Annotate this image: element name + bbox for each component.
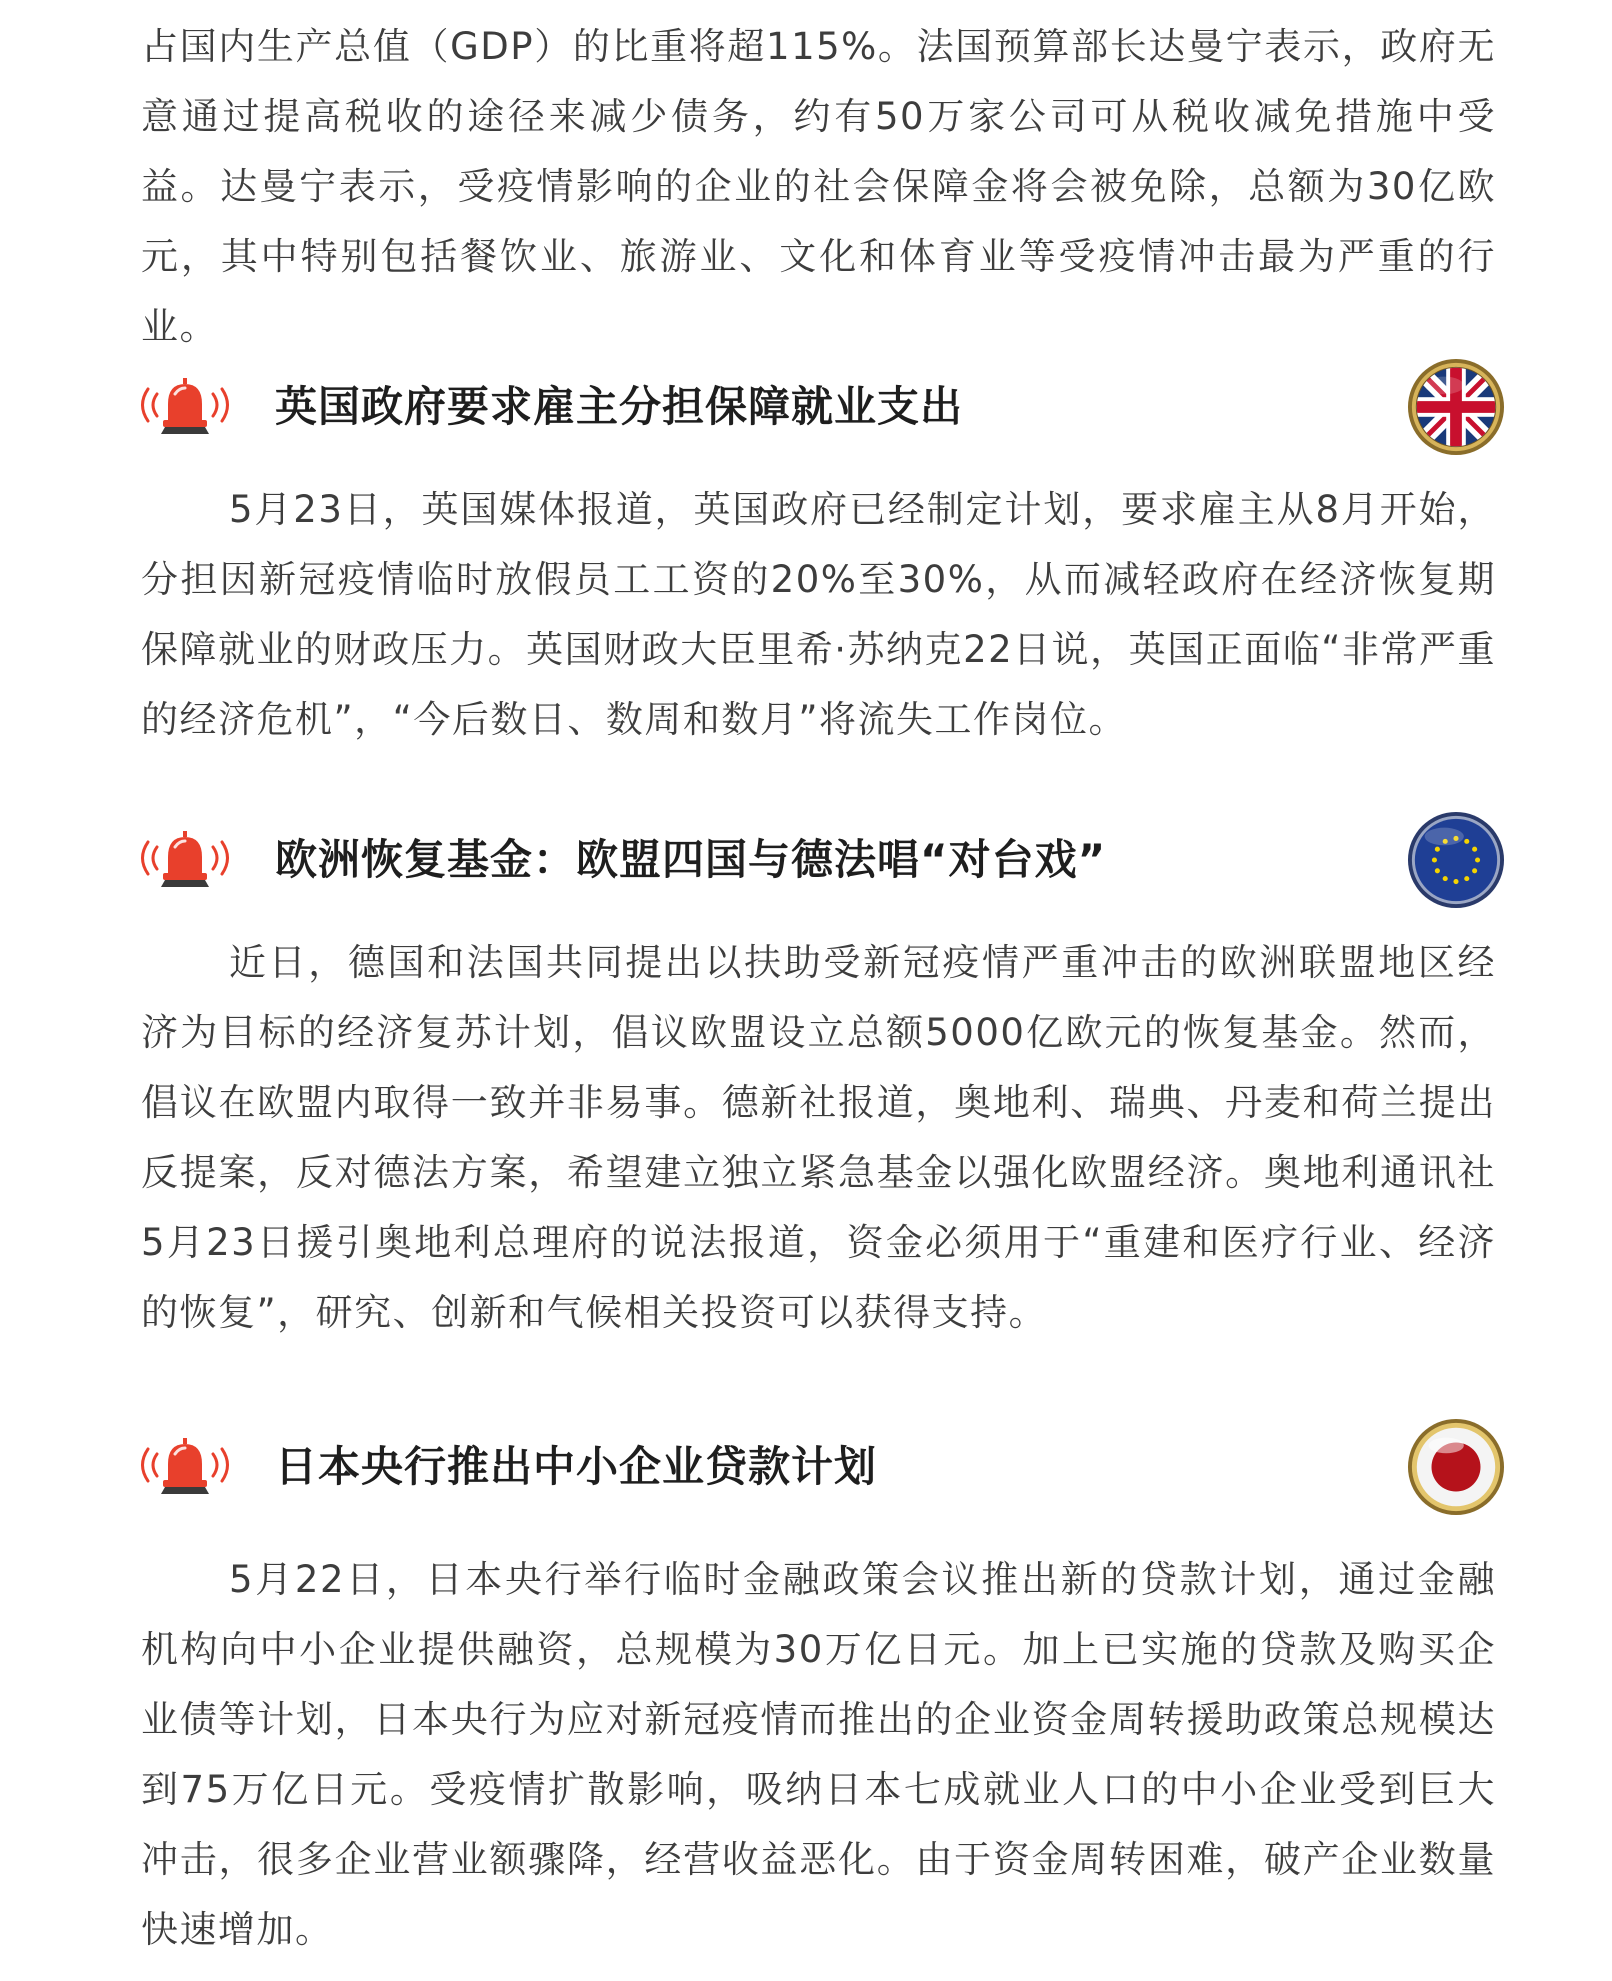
japan-flag-icon	[1407, 1418, 1505, 1516]
section-heading: 英国政府要求雇主分担保障就业支出	[275, 382, 964, 431]
section-header-japan	[135, 1412, 1505, 1522]
section-paragraph-eu: 近日，德国和法国共同提出以扶助受新冠疫情严重冲击的欧洲联盟地区经济为目标的经济复苏计划，倡议欧盟设立总额5000亿欧元的恢复基金。然而，倡议在欧盟内取得一致并非易事。德新社报道，奥地利、瑞典、丹麦和荷兰提出反提案，反对德法方案，希望建立独立紧急基金以强化欧盟经济。奥地利通讯社5月23日援引奥地利总理府的说法报道，资金必须用于“重建和医疗行业、经济的恢复”，研究、创新和气候相关投资可以获得支持。	[141, 941, 1496, 1334]
alarm-icon	[135, 1432, 235, 1502]
section-heading: 欧洲恢复基金：欧盟四国与德法唱“对台戏”	[275, 835, 1107, 884]
section-header-uk	[135, 352, 1505, 462]
section-heading: 日本央行推出中小企业贷款计划	[275, 1442, 878, 1491]
alarm-icon	[135, 825, 235, 895]
section-paragraph-japan: 5月22日，日本央行举行临时金融政策会议推出新的贷款计划，通过金融机构向中小企业提供融资，总规模为30万亿日元。加上已实施的贷款及购买企业债等计划，日本央行为应对新冠疫情而推出的企业资金周转援助政策总规模达到75万亿日元。受疫情扩散影响，吸纳日本七成就业人口的中小企业受到巨大冲击，很多企业营业额骤降，经营收益恶化。由于资金周转困难，破产企业数量快速增加。	[141, 1558, 1496, 1951]
alarm-icon	[135, 372, 235, 442]
section-paragraph-uk: 5月23日，英国媒体报道，英国政府已经制定计划，要求雇主从8月开始，分担因新冠疫情临时放假员工工资的20%至30%，从而减轻政府在经济恢复期保障就业的财政压力。英国财政大臣里希·苏纳克22日说，英国正面临“非常严重的经济危机”，“今后数日、数周和数月”将流失工作岗位。	[141, 488, 1496, 741]
section-header-eu	[135, 805, 1505, 915]
uk-flag-icon	[1407, 358, 1505, 456]
intro-paragraph: 占国内生产总值（GDP）的比重将超115%。法国预算部长达曼宁表示，政府无意通过提高税收的途径来减少债务，约有50万家公司可从税收减免措施中受益。达曼宁表示，受疫情影响的企业的社会保障金将会被免除，总额为30亿欧元，其中特别包括餐饮业、旅游业、文化和体育业等受疫情冲击最为严重的行业。	[141, 25, 1496, 348]
eu-flag-icon	[1407, 811, 1505, 909]
